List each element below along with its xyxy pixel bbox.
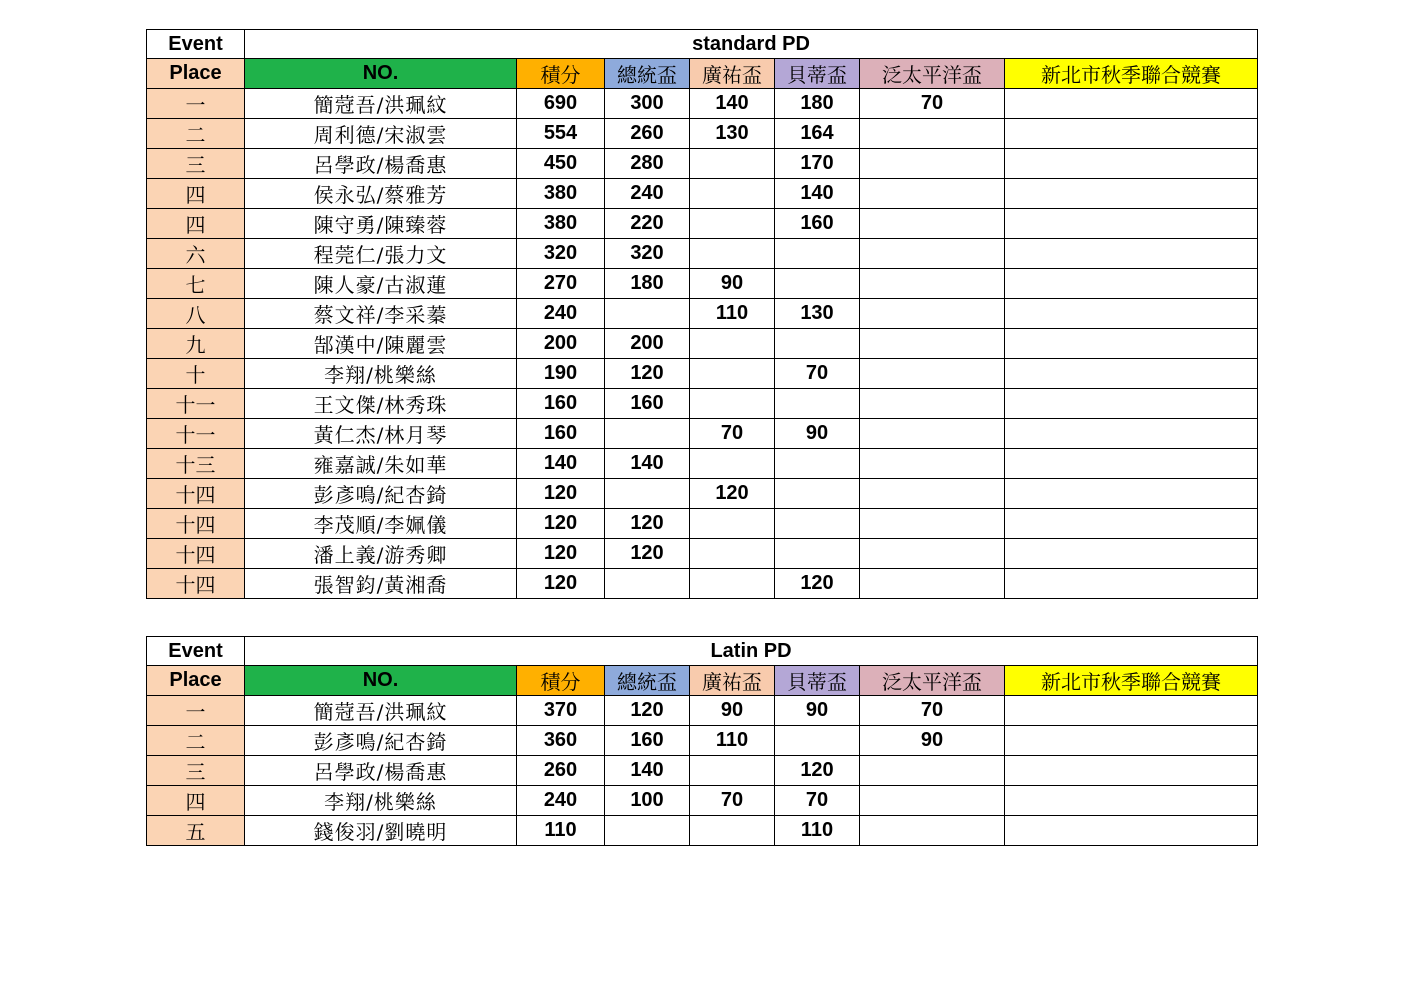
cup5-cell xyxy=(1005,539,1258,569)
cup3-cell: 90 xyxy=(775,696,860,726)
no-header: NO. xyxy=(245,666,517,696)
cup4-cell xyxy=(860,786,1005,816)
table-row xyxy=(147,419,1258,449)
table-row xyxy=(147,756,1258,786)
cup1-cell: 120 xyxy=(605,359,690,389)
couple-name-cell: 李翔/桃樂絲 xyxy=(245,786,517,816)
cup4-cell xyxy=(860,419,1005,449)
table-row xyxy=(147,209,1258,239)
cup2-cell xyxy=(690,449,775,479)
cup4-cell: 70 xyxy=(860,696,1005,726)
place-cell: 九 xyxy=(147,329,245,359)
place-cell: 十一 xyxy=(147,389,245,419)
couple-name-cell: 錢俊羽/劉曉明 xyxy=(245,816,517,846)
cup2-cell: 90 xyxy=(690,696,775,726)
cup5-cell xyxy=(1005,419,1258,449)
couple-name-cell: 程莞仁/張力文 xyxy=(245,239,517,269)
cup4-cell xyxy=(860,329,1005,359)
cup2-cell: 140 xyxy=(690,89,775,119)
score-cell: 160 xyxy=(517,389,605,419)
cup1-header: 總統盃 xyxy=(605,59,690,89)
cup3-cell xyxy=(775,329,860,359)
cup4-cell xyxy=(860,299,1005,329)
cup3-header: 貝蒂盃 xyxy=(775,666,860,696)
place-cell: 十四 xyxy=(147,479,245,509)
cup5-cell xyxy=(1005,786,1258,816)
cup5-cell xyxy=(1005,299,1258,329)
cup3-cell xyxy=(775,239,860,269)
cup3-cell: 130 xyxy=(775,299,860,329)
couple-name-cell: 簡蒄吾/洪珮紋 xyxy=(245,89,517,119)
event-label: Event xyxy=(147,637,245,666)
place-header: Place xyxy=(147,666,245,696)
table-row xyxy=(147,726,1258,756)
couple-name-cell: 潘上義/游秀卿 xyxy=(245,539,517,569)
table-row xyxy=(147,149,1258,179)
cup3-cell: 164 xyxy=(775,119,860,149)
cup2-header: 廣祐盃 xyxy=(690,59,775,89)
cup5-cell xyxy=(1005,449,1258,479)
place-cell: 五 xyxy=(147,816,245,846)
cup5-cell xyxy=(1005,726,1258,756)
table-row xyxy=(147,449,1258,479)
cup4-cell: 90 xyxy=(860,726,1005,756)
cup1-cell: 180 xyxy=(605,269,690,299)
cup1-cell: 120 xyxy=(605,509,690,539)
table-row xyxy=(147,786,1258,816)
place-cell: 四 xyxy=(147,179,245,209)
cup5-cell xyxy=(1005,89,1258,119)
couple-name-cell: 侯永弘/蔡雅芳 xyxy=(245,179,517,209)
cup5-cell xyxy=(1005,479,1258,509)
cup3-cell: 70 xyxy=(775,359,860,389)
cup1-cell: 280 xyxy=(605,149,690,179)
cup2-cell: 70 xyxy=(690,419,775,449)
couple-name-cell: 郜漢中/陳麗雲 xyxy=(245,329,517,359)
cup1-cell xyxy=(605,299,690,329)
cup1-cell xyxy=(605,569,690,599)
cup2-cell xyxy=(690,239,775,269)
cup1-cell: 160 xyxy=(605,389,690,419)
table-row xyxy=(147,816,1258,846)
table-row xyxy=(147,569,1258,599)
couple-name-cell: 彭彥鳴/紀杏錡 xyxy=(245,726,517,756)
score-cell: 360 xyxy=(517,726,605,756)
cup5-cell xyxy=(1005,756,1258,786)
score-cell: 380 xyxy=(517,209,605,239)
cup1-cell: 160 xyxy=(605,726,690,756)
couple-name-cell: 李茂順/李姵儀 xyxy=(245,509,517,539)
cup3-cell: 180 xyxy=(775,89,860,119)
cup3-cell xyxy=(775,479,860,509)
cup2-cell xyxy=(690,209,775,239)
place-cell: 二 xyxy=(147,726,245,756)
place-header: Place xyxy=(147,59,245,89)
score-cell: 120 xyxy=(517,479,605,509)
cup1-header: 總統盃 xyxy=(605,666,690,696)
cup4-cell xyxy=(860,539,1005,569)
cup3-cell: 110 xyxy=(775,816,860,846)
place-cell: 十四 xyxy=(147,539,245,569)
cup4-header: 泛太平洋盃 xyxy=(860,59,1005,89)
cup2-cell: 110 xyxy=(690,726,775,756)
place-cell: 十一 xyxy=(147,419,245,449)
score-cell: 240 xyxy=(517,299,605,329)
score-cell: 270 xyxy=(517,269,605,299)
cup3-cell xyxy=(775,509,860,539)
cup4-cell xyxy=(860,209,1005,239)
table-row xyxy=(147,696,1258,726)
place-cell: 四 xyxy=(147,209,245,239)
cup2-cell xyxy=(690,539,775,569)
cup2-cell xyxy=(690,816,775,846)
no-header: NO. xyxy=(245,59,517,89)
cup5-cell xyxy=(1005,119,1258,149)
score-cell: 140 xyxy=(517,449,605,479)
score-cell: 554 xyxy=(517,119,605,149)
cup5-cell xyxy=(1005,269,1258,299)
cup3-cell: 120 xyxy=(775,569,860,599)
couple-name-cell: 李翔/桃樂絲 xyxy=(245,359,517,389)
cup1-cell: 140 xyxy=(605,756,690,786)
cup4-cell xyxy=(860,119,1005,149)
cup2-cell xyxy=(690,359,775,389)
couple-name-cell: 周利德/宋淑雲 xyxy=(245,119,517,149)
score-cell: 120 xyxy=(517,539,605,569)
couple-name-cell: 呂學政/楊喬惠 xyxy=(245,149,517,179)
cup4-cell xyxy=(860,569,1005,599)
cup3-cell: 90 xyxy=(775,419,860,449)
cup3-cell xyxy=(775,726,860,756)
cup1-cell: 200 xyxy=(605,329,690,359)
cup4-cell xyxy=(860,756,1005,786)
cup1-cell: 120 xyxy=(605,539,690,569)
cup5-header: 新北市秋季聯合競賽 xyxy=(1005,59,1258,89)
score-cell: 320 xyxy=(517,239,605,269)
table-row xyxy=(147,239,1258,269)
cup2-cell: 130 xyxy=(690,119,775,149)
place-cell: 四 xyxy=(147,786,245,816)
cup5-header: 新北市秋季聯合競賽 xyxy=(1005,666,1258,696)
table-row xyxy=(147,89,1258,119)
cup4-cell xyxy=(860,449,1005,479)
place-cell: 二 xyxy=(147,119,245,149)
cup3-header: 貝蒂盃 xyxy=(775,59,860,89)
cup4-cell xyxy=(860,179,1005,209)
cup5-cell xyxy=(1005,329,1258,359)
cup5-cell xyxy=(1005,389,1258,419)
cup1-cell: 240 xyxy=(605,179,690,209)
cup4-cell xyxy=(860,389,1005,419)
score-cell: 450 xyxy=(517,149,605,179)
couple-name-cell: 陳人豪/古淑蓮 xyxy=(245,269,517,299)
score-cell: 200 xyxy=(517,329,605,359)
cup3-cell: 70 xyxy=(775,786,860,816)
table-row xyxy=(147,329,1258,359)
cup5-cell xyxy=(1005,569,1258,599)
cup5-cell xyxy=(1005,509,1258,539)
cup4-cell xyxy=(860,149,1005,179)
cup2-header: 廣祐盃 xyxy=(690,666,775,696)
cup5-cell xyxy=(1005,696,1258,726)
cup1-cell xyxy=(605,816,690,846)
couple-name-cell: 簡蒄吾/洪珮紋 xyxy=(245,696,517,726)
place-cell: 三 xyxy=(147,756,245,786)
cup1-cell: 100 xyxy=(605,786,690,816)
cup4-header: 泛太平洋盃 xyxy=(860,666,1005,696)
cup1-cell: 120 xyxy=(605,696,690,726)
place-cell: 十 xyxy=(147,359,245,389)
cup2-cell xyxy=(690,149,775,179)
cup2-cell: 110 xyxy=(690,299,775,329)
cup5-cell xyxy=(1005,179,1258,209)
table-row xyxy=(147,359,1258,389)
score-header: 積分 xyxy=(517,666,605,696)
cup2-cell xyxy=(690,569,775,599)
place-cell: 八 xyxy=(147,299,245,329)
cup3-cell: 140 xyxy=(775,179,860,209)
couple-name-cell: 王文傑/林秀珠 xyxy=(245,389,517,419)
cup1-cell: 220 xyxy=(605,209,690,239)
cup1-cell: 260 xyxy=(605,119,690,149)
cup4-cell xyxy=(860,509,1005,539)
cup1-cell xyxy=(605,479,690,509)
section-title: standard PD xyxy=(245,30,1258,59)
standard-pd-table xyxy=(146,29,1258,599)
cup2-cell xyxy=(690,389,775,419)
table-row xyxy=(147,509,1258,539)
event-label: Event xyxy=(147,30,245,59)
cup2-cell xyxy=(690,329,775,359)
couple-name-cell: 雍嘉誠/朱如華 xyxy=(245,449,517,479)
cup2-cell xyxy=(690,756,775,786)
cup1-cell: 300 xyxy=(605,89,690,119)
table-row xyxy=(147,539,1258,569)
score-cell: 370 xyxy=(517,696,605,726)
cup3-cell xyxy=(775,389,860,419)
place-cell: 十四 xyxy=(147,509,245,539)
score-cell: 240 xyxy=(517,786,605,816)
cup2-cell xyxy=(690,179,775,209)
cup3-cell: 160 xyxy=(775,209,860,239)
table-row xyxy=(147,299,1258,329)
place-cell: 三 xyxy=(147,149,245,179)
couple-name-cell: 張智鈞/黃湘喬 xyxy=(245,569,517,599)
cup4-cell xyxy=(860,816,1005,846)
cup1-cell: 320 xyxy=(605,239,690,269)
couple-name-cell: 黃仁杰/林月琴 xyxy=(245,419,517,449)
score-cell: 120 xyxy=(517,509,605,539)
cup5-cell xyxy=(1005,209,1258,239)
table-row xyxy=(147,479,1258,509)
table-row xyxy=(147,269,1258,299)
table-row xyxy=(147,389,1258,419)
couple-name-cell: 蔡文祥/李采蓁 xyxy=(245,299,517,329)
cup1-cell: 140 xyxy=(605,449,690,479)
score-cell: 380 xyxy=(517,179,605,209)
place-cell: 六 xyxy=(147,239,245,269)
couple-name-cell: 呂學政/楊喬惠 xyxy=(245,756,517,786)
cup3-cell xyxy=(775,269,860,299)
place-cell: 一 xyxy=(147,696,245,726)
cup4-cell xyxy=(860,359,1005,389)
cup3-cell: 170 xyxy=(775,149,860,179)
score-header: 積分 xyxy=(517,59,605,89)
cup2-cell: 120 xyxy=(690,479,775,509)
cup5-cell xyxy=(1005,359,1258,389)
score-cell: 120 xyxy=(517,569,605,599)
cup3-cell: 120 xyxy=(775,756,860,786)
place-cell: 一 xyxy=(147,89,245,119)
cup5-cell xyxy=(1005,239,1258,269)
cup2-cell: 90 xyxy=(690,269,775,299)
table-row xyxy=(147,179,1258,209)
cup2-cell: 70 xyxy=(690,786,775,816)
cup4-cell xyxy=(860,239,1005,269)
section-title: Latin PD xyxy=(245,637,1258,666)
cup2-cell xyxy=(690,509,775,539)
cup5-cell xyxy=(1005,816,1258,846)
score-cell: 160 xyxy=(517,419,605,449)
place-cell: 十四 xyxy=(147,569,245,599)
place-cell: 十三 xyxy=(147,449,245,479)
cup4-cell xyxy=(860,479,1005,509)
score-cell: 110 xyxy=(517,816,605,846)
latin-pd-table xyxy=(146,636,1258,846)
cup1-cell xyxy=(605,419,690,449)
cup3-cell xyxy=(775,539,860,569)
score-cell: 260 xyxy=(517,756,605,786)
place-cell: 七 xyxy=(147,269,245,299)
couple-name-cell: 彭彥鳴/紀杏錡 xyxy=(245,479,517,509)
table-row xyxy=(147,119,1258,149)
cup5-cell xyxy=(1005,149,1258,179)
score-cell: 190 xyxy=(517,359,605,389)
cup3-cell xyxy=(775,449,860,479)
couple-name-cell: 陳守勇/陳臻蓉 xyxy=(245,209,517,239)
score-cell: 690 xyxy=(517,89,605,119)
cup4-cell xyxy=(860,269,1005,299)
cup4-cell: 70 xyxy=(860,89,1005,119)
